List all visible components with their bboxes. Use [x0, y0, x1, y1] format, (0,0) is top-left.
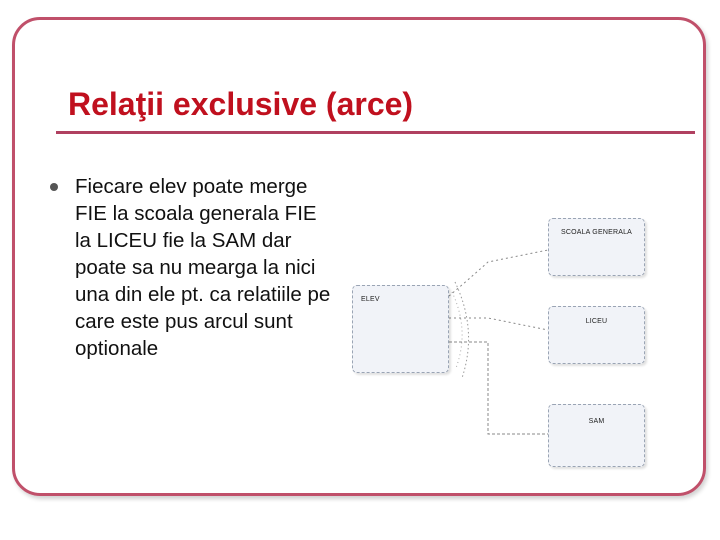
bullet-text: Fiecare elev poate merge FIE la scoala generala FIE la LICEU fie la SAM dar poate sa nu mearga la nici una din ele pt. ca relatiile pe care este pus arcul sunt optionale	[75, 175, 331, 360]
exclusive-arc	[455, 282, 469, 378]
entity-sam	[548, 404, 645, 467]
relationship-elev-sam	[449, 342, 548, 434]
relationship-elev-liceu	[449, 318, 548, 330]
entity-elev-label: ELEV	[361, 296, 380, 303]
entity-sam-label: SAM	[588, 418, 605, 425]
exclusive-arc-inner	[452, 292, 462, 368]
entity-elev	[352, 285, 449, 373]
slide-title: Relaţii exclusive (arce)	[68, 86, 414, 122]
entity-scoala-generala-label: SCOALA GENERALA	[560, 229, 633, 236]
entity-scoala-generala	[548, 218, 645, 276]
relationship-elev-scoala-generala	[449, 250, 548, 296]
entity-liceu	[548, 306, 645, 364]
entity-liceu-label: LICEU	[585, 318, 608, 325]
